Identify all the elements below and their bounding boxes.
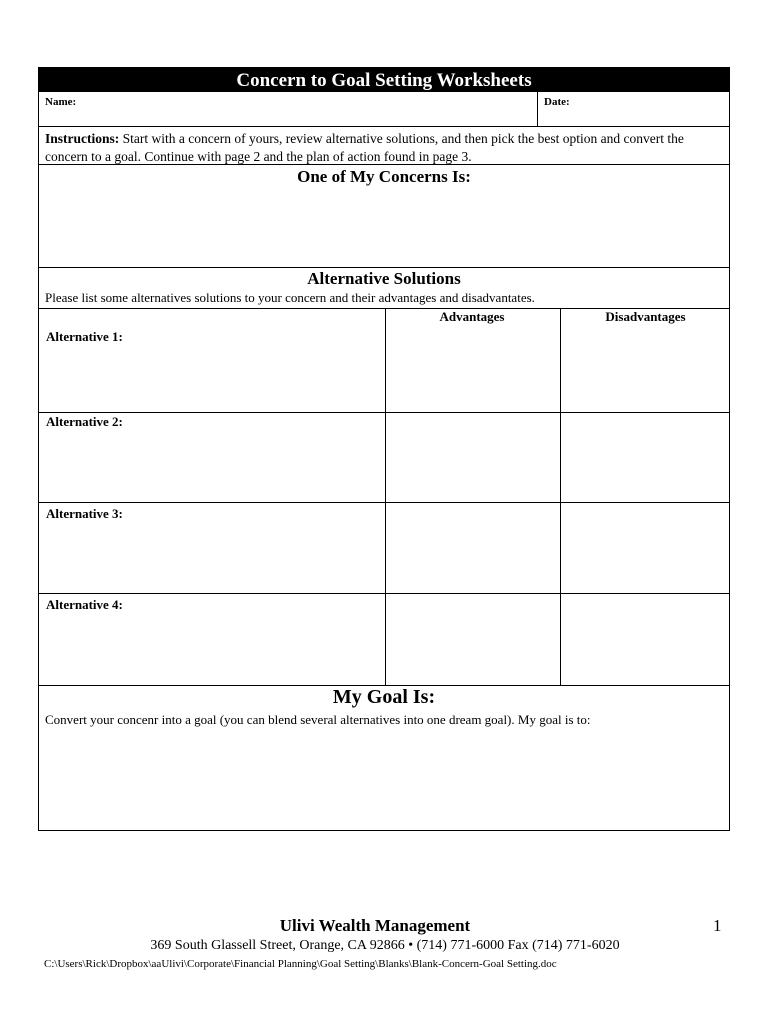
divider bbox=[39, 502, 729, 503]
footer-address: 369 South Glassell Street, Orange, CA 92866 • (714) 771-6000 Fax (714) 771-6020 bbox=[150, 938, 620, 953]
concern-heading: One of My Concerns Is: bbox=[297, 167, 471, 186]
footer-file-path: C:\Users\Rick\Dropbox\aaUlivi\Corporate\Financial Planning\Goal Setting\Blanks\Blank-Concern-Goal Setting.doc bbox=[44, 958, 557, 970]
alternative-1-label: Alternative 1: bbox=[46, 329, 123, 344]
divider bbox=[39, 126, 729, 127]
divider bbox=[39, 412, 729, 413]
alternatives-prompt: Please list some alternatives solutions to your concern and their advantages and disadvantates. bbox=[45, 290, 535, 305]
instructions-label: Instructions: bbox=[45, 131, 120, 146]
instructions-text: Start with a concern of yours, review alternative solutions, and then pick the best option and convert the concern to a goal. Continue with page 2 and the plan of action found in page 3. bbox=[45, 131, 684, 164]
divider bbox=[39, 164, 729, 165]
page-number: 1 bbox=[713, 916, 722, 935]
divider bbox=[39, 267, 729, 268]
date-label: Date: bbox=[544, 96, 570, 108]
name-date-divider bbox=[537, 92, 538, 126]
instructions bbox=[45, 130, 715, 166]
column-divider bbox=[385, 308, 386, 685]
alternatives-heading: Alternative Solutions bbox=[307, 269, 461, 288]
alternative-4-label: Alternative 4: bbox=[46, 597, 123, 612]
worksheet-form bbox=[38, 67, 730, 831]
footer-company: Ulivi Wealth Management bbox=[279, 916, 471, 935]
name-label: Name: bbox=[45, 96, 77, 108]
disadvantages-header: Disadvantages bbox=[605, 309, 686, 324]
advantages-header: Advantages bbox=[439, 309, 505, 324]
goal-heading: My Goal Is: bbox=[332, 686, 436, 708]
worksheet-title: Concern to Goal Setting Worksheets bbox=[39, 68, 729, 92]
alternative-3-label: Alternative 3: bbox=[46, 506, 123, 521]
divider bbox=[39, 593, 729, 594]
goal-prompt: Convert your concenr into a goal (you can blend several alternatives into one dream goal). My goal is to: bbox=[45, 712, 591, 727]
column-divider bbox=[560, 308, 561, 685]
alternative-2-label: Alternative 2: bbox=[46, 414, 123, 429]
